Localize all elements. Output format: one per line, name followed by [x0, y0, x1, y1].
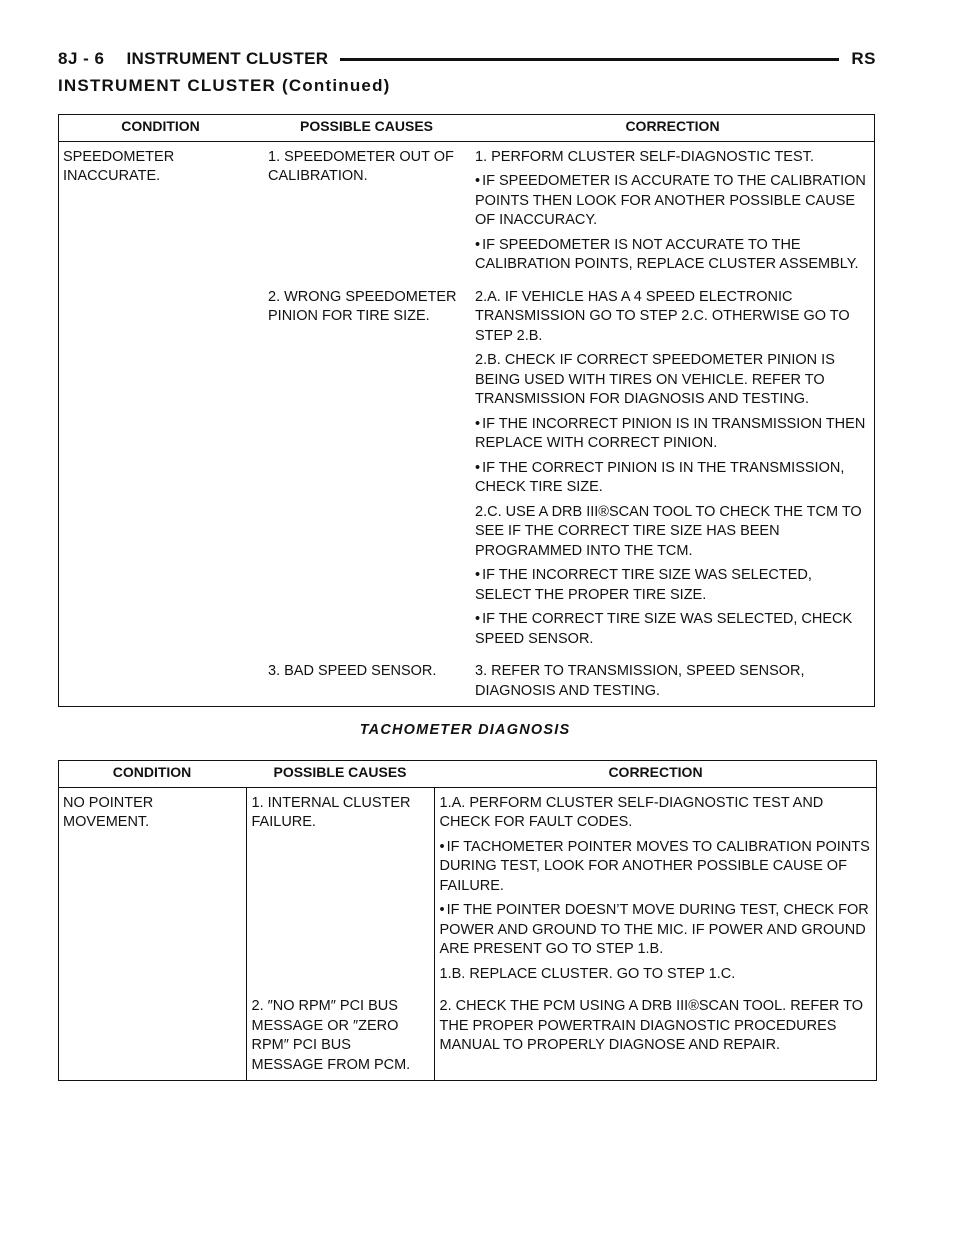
correction-bullet: • IF SPEEDOMETER IS ACCURATE TO THE CALIBRATION POINTS THEN LOOK FOR ANOTHER POSSIBLE CAUSE OF INACCURACY.	[475, 172, 871, 231]
correction-step: 2. CHECK THE PCM USING A DRB III®SCAN TOOL. REFER TO THE PROPER POWERTRAIN DIAGNOSTIC PROCEDURES MANUAL TO PROPERLY DIAGNOSE AND REPAIR.	[439, 998, 863, 1053]
condition-cell: SPEEDOMETER INACCURATE.	[63, 148, 175, 184]
table-row	[58, 787, 877, 991]
header-rule	[340, 58, 839, 61]
condition-cell	[58, 656, 263, 707]
cause-cell: 2. WRONG SPEEDOMETER PINION FOR TIRE SIZE.	[268, 288, 457, 324]
correction-bullet: • IF THE INCORRECT PINION IS IN TRANSMISSION THEN REPLACE WITH CORRECT PINION.	[475, 415, 871, 454]
correction-step: 2.B. CHECK IF CORRECT SPEEDOMETER PINION IS BEING USED WITH TIRES ON VEHICLE. REFER TO TRANSMISSION FOR DIAGNOSIS AND TESTING.	[475, 352, 835, 407]
correction-step: 2.C. USE A DRB III®SCAN TOOL TO CHECK THE TCM TO SEE IF THE CORRECT TIRE SIZE HAS BEEN PROGRAMMED INTO THE TCM.	[475, 503, 862, 559]
correction-cell	[434, 787, 877, 991]
column-header-correction: CORRECTION	[470, 114, 875, 141]
correction-cell	[470, 282, 875, 657]
correction-step: 3. REFER TO TRANSMISSION, SPEED SENSOR, DIAGNOSIS AND TESTING.	[475, 663, 805, 699]
correction-step: 1.A. PERFORM CLUSTER SELF-DIAGNOSTIC TEST AND CHECK FOR FAULT CODES.	[439, 794, 824, 830]
column-header-possible-causes: POSSIBLE CAUSES	[263, 114, 470, 141]
correction-bullet: • IF THE INCORRECT TIRE SIZE WAS SELECTED, SELECT THE PROPER TIRE SIZE.	[475, 566, 871, 605]
correction-bullet: • IF THE POINTER DOESN’T MOVE DURING TEST, CHECK FOR POWER AND GROUND TO THE MIC. IF POWER AND GROUND ARE PRESENT GO TO STEP 1.B.	[440, 901, 874, 960]
continued-heading: INSTRUMENT CLUSTER (Continued)	[58, 76, 391, 95]
correction-bullet: • IF SPEEDOMETER IS NOT ACCURATE TO THE CALIBRATION POINTS, REPLACE CLUSTER ASSEMBLY.	[475, 236, 871, 275]
correction-cell	[434, 991, 877, 1081]
condition-cell: NO POINTER MOVEMENT.	[58, 787, 246, 991]
model-code: RS	[851, 49, 876, 68]
correction-bullet: • IF TACHOMETER POINTER MOVES TO CALIBRATION POINTS DURING TEST, LOOK FOR ANOTHER POSSIBLE CAUSE OF FAILURE.	[440, 838, 874, 897]
tachometer-diagnosis-title: TACHOMETER DIAGNOSIS	[359, 722, 571, 738]
column-header-condition: CONDITION	[58, 114, 263, 141]
page-number: 8J - 6	[58, 49, 105, 68]
table-row	[58, 991, 877, 1081]
column-header-condition: CONDITION	[58, 760, 246, 787]
table-header-row	[58, 114, 875, 141]
correction-step: 2.A. IF VEHICLE HAS A 4 SPEED ELECTRONIC TRANSMISSION GO TO STEP 2.C. OTHERWISE GO TO STEP 2.B.	[475, 288, 850, 344]
correction-step: 1. PERFORM CLUSTER SELF-DIAGNOSTIC TEST.	[475, 148, 814, 165]
tachometer-diagnosis-table	[58, 760, 877, 1081]
correction-step: 1.B. REPLACE CLUSTER. GO TO STEP 1.C.	[439, 965, 736, 982]
correction-bullet: • IF THE CORRECT PINION IS IN THE TRANSMISSION, CHECK TIRE SIZE.	[475, 459, 871, 498]
cause-cell: 1. INTERNAL CLUSTER FAILURE.	[246, 787, 434, 991]
correction-bullet: • IF THE CORRECT TIRE SIZE WAS SELECTED, CHECK SPEED SENSOR.	[475, 610, 871, 649]
cause-cell: 2. ″NO RPM″ PCI BUS MESSAGE OR ″ZERO RPM″ PCI BUS MESSAGE FROM PCM.	[246, 991, 434, 1081]
table-header-row	[58, 760, 877, 787]
table-row	[58, 282, 875, 657]
section-title: INSTRUMENT CLUSTER	[126, 49, 329, 68]
correction-cell	[470, 141, 875, 282]
correction-cell	[470, 656, 875, 707]
cause-cell: 1. SPEEDOMETER OUT OF CALIBRATION.	[268, 148, 454, 184]
table-row	[58, 141, 875, 282]
table-row	[58, 656, 875, 707]
page-header	[58, 47, 876, 71]
condition-cell	[58, 991, 246, 1081]
column-header-correction: CORRECTION	[434, 760, 877, 787]
column-header-possible-causes: POSSIBLE CAUSES	[246, 760, 434, 787]
cause-cell: 3. BAD SPEED SENSOR.	[268, 663, 437, 679]
condition-cell	[58, 282, 263, 657]
speedometer-diagnosis-table	[58, 114, 875, 707]
